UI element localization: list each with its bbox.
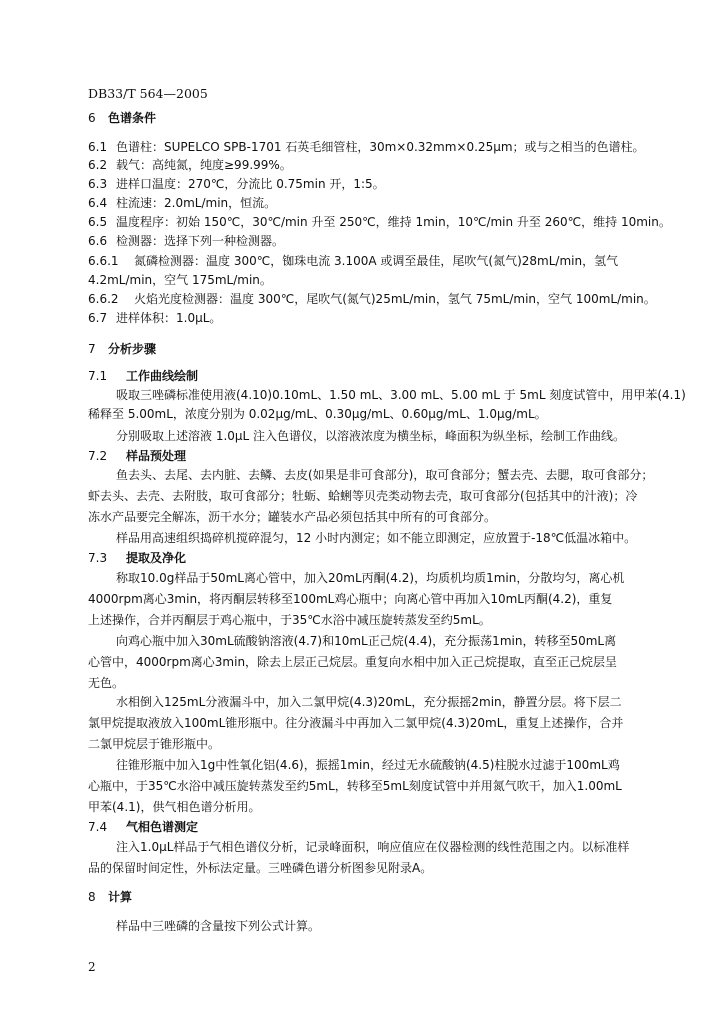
clause-number: 7.2: [88, 449, 108, 463]
clause-number: 7: [88, 342, 96, 356]
text-line: [88, 195, 276, 211]
clause-text: 无色。: [88, 676, 125, 690]
text-line: [88, 139, 645, 155]
text-line: [88, 778, 622, 794]
section-heading: [88, 110, 156, 126]
text-line: [88, 675, 124, 691]
clause-text: 品的保留时间定性，外标法定量。三唑磷色谱分析图参见附录A。: [88, 861, 433, 875]
clause-number: 6.7: [88, 311, 108, 325]
text-line: [88, 612, 491, 628]
clause-text: 火焰光度检测器：温度 300℃，尾吹气(氮气)25mL/min，氢气 75mL/min，空气 100mL/min。: [134, 292, 656, 306]
clause-number: 7.1: [88, 369, 108, 383]
clause-text: 往锥形瓶中加入1g中性氧化铝(4.6)，振摇1min，经过无水硫酸钠(4.5)柱脱水过滤于100mL鸡: [116, 758, 620, 772]
section-title: 提取及净化: [126, 551, 187, 565]
section-title: 色谱条件: [108, 111, 157, 125]
standard-number-header: DB33/T 564—2005: [88, 86, 208, 101]
clause-text: 心瓶中，于35℃水浴中减压旋转蒸发至约5mL，转移至5mL刻度试管中并用氮气吹干，加入1.00mL: [88, 779, 622, 793]
text-line: [88, 591, 612, 607]
clause-number: 6.5: [88, 215, 108, 229]
clause-number: 7.4: [88, 820, 108, 834]
clause-number: 6.4: [88, 196, 108, 210]
text-line: [88, 715, 623, 731]
text-line: [88, 799, 260, 815]
clause-text: 4.2mL/min，空气 175mL/min。: [88, 273, 272, 287]
section-title: 样品预处理: [126, 449, 187, 463]
clause-text: 样品用高速组织捣碎机搅碎混匀，12 小时内测定；如不能立即测定，应放置于-18℃低温冰箱中。: [116, 531, 637, 545]
text-line: [88, 214, 671, 230]
clause-text: 分别吸取上述溶液 1.0μL 注入色谱仪，以溶液浓度为横坐标，峰面积为纵坐标，绘制工作曲线。: [116, 429, 626, 443]
text-line: [116, 694, 622, 710]
text-line: [88, 406, 547, 422]
clause-text: 二氯甲烷层于锥形瓶中。: [88, 737, 221, 751]
clause-number: 6.6: [88, 234, 108, 248]
section-heading: [88, 368, 198, 384]
text-line: [88, 291, 656, 307]
text-line: [116, 839, 629, 855]
clause-text: 进样口温度：270℃，分流比 0.75min 开，1:5。: [116, 177, 385, 191]
clause-text: 稀释至 5.00mL，浓度分别为 0.02μg/mL、0.30μg/mL、0.60μg/mL、1.0μg/mL。: [88, 407, 547, 421]
clause-number: 6.1: [88, 140, 108, 154]
text-line: [88, 310, 221, 326]
section-heading: [88, 341, 156, 357]
text-line: [88, 654, 617, 670]
clause-number: 6.3: [88, 177, 108, 191]
clause-text: 甲苯(4.1)，供气相色谱分析用。: [88, 800, 261, 814]
text-line: [88, 157, 292, 173]
text-line: [88, 176, 385, 192]
clause-text: 水相倒入125mL分液漏斗中，加入二氯甲烷(4.3)20mL，充分振摇2min，静置分层。将下层二: [116, 695, 622, 709]
clause-text: 向鸡心瓶中加入30mL硫酸钠溶液(4.7)和10mL正己烷(4.4)，充分振荡1min，转移至50mL离: [116, 634, 617, 648]
clause-text: 柱流速：2.0mL/min，恒流。: [116, 196, 277, 210]
clause-text: 称取10.0g样品于50mL离心管中，加入20mL丙酮(4.2)，均质机均质1min，分散均匀，离心机: [116, 571, 625, 585]
text-line: [88, 860, 432, 876]
text-line: [88, 509, 496, 525]
clause-text: 色谱柱：SUPELCO SPB-1701 石英毛细管柱，30m×0.32mm×0.25μm；或与之相当的色谱柱。: [116, 140, 645, 154]
section-heading: [88, 819, 198, 835]
text-line: [116, 633, 616, 649]
clause-number: 7.3: [88, 551, 108, 565]
text-line: [116, 530, 636, 546]
section-heading: [88, 550, 186, 566]
text-line: [88, 736, 220, 752]
text-line: [88, 253, 618, 269]
clause-text: 氯甲烷提取液放入100mL锥形瓶中。往分液漏斗中再加入二氯甲烷(4.3)20mL，重复上述操作，合并: [88, 716, 624, 730]
text-line: [116, 467, 653, 483]
clause-text: 虾去头、去壳、去附肢，取可食部分；牡蛎、蛤蜊等贝壳类动物去壳，取可食部分(包括其中的汁液)；冷: [88, 489, 638, 503]
page-number: 2: [88, 960, 96, 974]
text-line: [116, 757, 620, 773]
section-title: 计算: [108, 890, 133, 904]
section-title: 气相色谱测定: [126, 820, 199, 834]
clause-text: 注入1.0μL样品于气相色谱仪分析，记录峰面积，响应值应在仪器检测的线性范围之内。以标准样: [116, 840, 630, 854]
text-line: [116, 428, 625, 444]
section-heading: [88, 889, 132, 905]
text-line: [88, 233, 284, 249]
clause-text: 温度程序：初始 150℃，30℃/min 升至 250℃，维持 1min，10℃/min 升至 260℃，维持 10min。: [116, 215, 671, 229]
clause-number: 6: [88, 111, 96, 125]
clause-number: 6.6.2: [88, 292, 119, 306]
section-heading: [88, 448, 186, 464]
clause-text: 样品中三唑磷的含量按下列公式计算。: [116, 919, 321, 933]
clause-text: 进样体积：1.0μL。: [116, 311, 222, 325]
clause-text: 鱼去头、去尾、去内脏、去鳞、去皮(如果是非可食部分)，取可食部分；蟹去壳、去腮，取可食部分；: [116, 468, 654, 482]
clause-text: 检测器：选择下列一种检测器。: [116, 234, 285, 248]
clause-text: 氮磷检测器：温度 300℃，铷珠电流 3.100A 或调至最佳，尾吹气(氮气)28mL/min，氢气: [134, 254, 619, 268]
clause-text: 吸取三唑磷标准使用液(4.10)0.10mL、1.50 mL、3.00 mL、5.00 mL 于 5mL 刻度试管中，用甲苯(4.1): [116, 388, 686, 402]
clause-text: 上述操作，合并丙酮层于鸡心瓶中，于35℃水浴中减压旋转蒸发至约5mL。: [88, 613, 491, 627]
section-title: 分析步骤: [108, 342, 157, 356]
clause-number: 6.2: [88, 158, 108, 172]
text-line: [116, 570, 624, 586]
clause-text: 载气：高纯氮，纯度≥99.99%。: [116, 158, 292, 172]
text-line: [116, 918, 320, 934]
clause-number: 6.6.1: [88, 254, 119, 268]
text-line: [88, 488, 637, 504]
text-line: [88, 272, 272, 288]
text-line: [116, 387, 686, 403]
clause-text: 冻水产品要完全解冻，沥干水分；罐装水产品必须包括其中所有的可食部分。: [88, 510, 497, 524]
section-title: 工作曲线绘制: [126, 369, 199, 383]
clause-number: 8: [88, 890, 96, 904]
clause-text: 4000rpm离心3min，将丙酮层转移至100mL鸡心瓶中；向离心管中再加入10mL丙酮(4.2)，重复: [88, 592, 613, 606]
clause-text: 心管中，4000rpm离心3min，除去上层正己烷层。重复向水相中加入正己烷提取，直至正己烷层呈: [88, 655, 618, 669]
